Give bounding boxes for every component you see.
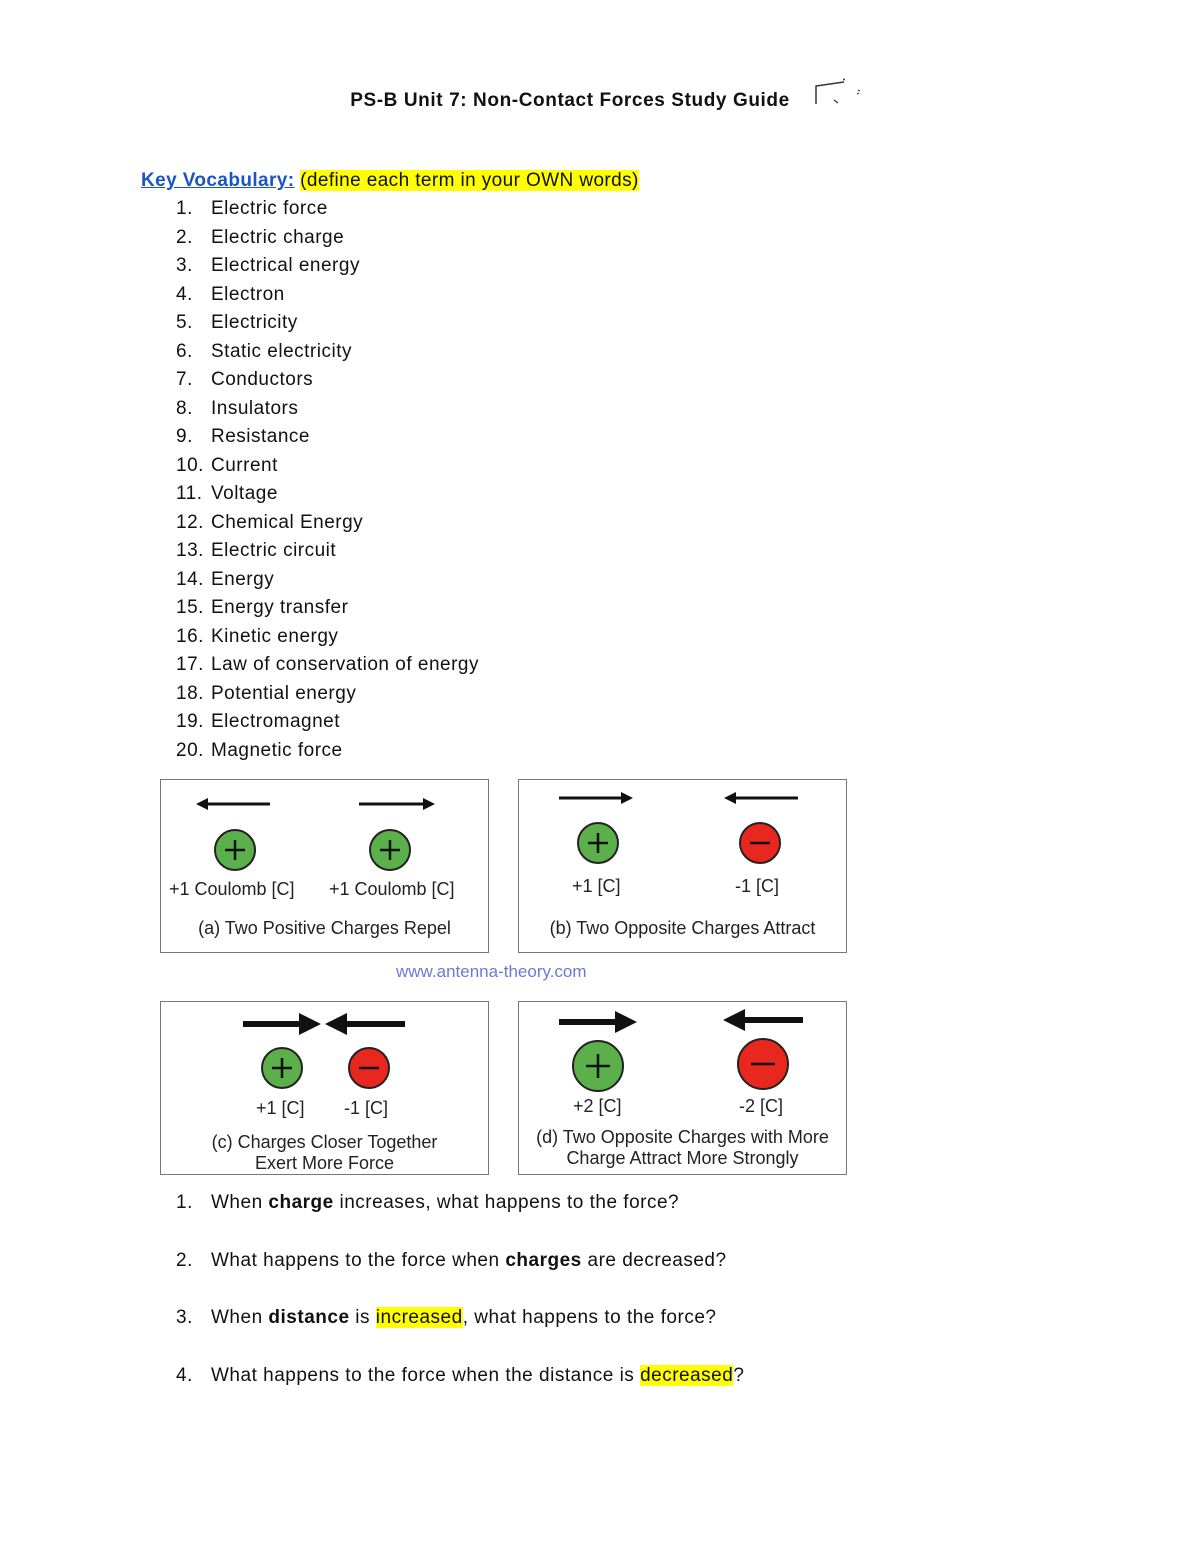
vocab-item: 4. Electron — [176, 283, 285, 305]
charge-label: +1 Coulomb [C] — [169, 879, 295, 899]
vocab-item: 20. Magnetic force — [176, 739, 343, 761]
question-item: 1. When charge increases, what happens to the force? — [176, 1192, 680, 1213]
vocab-heading: Key Vocabulary: — [141, 170, 295, 191]
vocab-list — [176, 198, 479, 768]
corner-mark-icon — [814, 78, 862, 108]
positive-charge-icon — [369, 829, 411, 871]
panel-caption: (c) Charges Closer Together Exert More Force — [211, 1132, 438, 1173]
vocab-item: 1. Electric force — [176, 198, 328, 219]
question-item: 2. What happens to the force when charges are decreased? — [176, 1249, 727, 1271]
vocab-item: 18. Potential energy — [176, 682, 357, 704]
charge-label: +2 [C] — [573, 1096, 622, 1116]
positive-charge-icon — [261, 1047, 303, 1089]
vocab-item: 13. Electric circuit — [176, 540, 337, 561]
arrow-left-icon — [724, 790, 798, 806]
charge-label: +1 [C] — [256, 1098, 305, 1118]
panel-d — [518, 1001, 847, 1175]
vocab-heading-row — [141, 170, 639, 192]
panel-a — [160, 779, 489, 953]
charge-label: +1 [C] — [572, 876, 621, 896]
charge-label: -1 [C] — [344, 1098, 389, 1118]
positive-charge-icon — [577, 822, 619, 864]
vocab-item: 10. Current — [176, 454, 278, 476]
panel-caption: (a) Two Positive Charges Repel — [198, 918, 451, 938]
figure-credit: www.antenna-theory.com — [396, 962, 587, 981]
arrow-left-icon — [196, 796, 272, 812]
panel-c — [160, 1001, 489, 1175]
negative-charge-icon — [737, 1038, 789, 1090]
vocab-item: 3. Electrical energy — [176, 255, 360, 276]
panel-caption: (b) Two Opposite Charges Attract — [549, 918, 816, 938]
vocab-instruction: (define each term in your OWN words) — [300, 170, 639, 191]
arrow-left-icon — [325, 1012, 405, 1036]
vocab-item: 9. Resistance — [176, 426, 310, 447]
arrow-left-icon — [723, 1008, 803, 1032]
panel-caption: (d) Two Opposite Charges with More Charge Attract More Strongly — [536, 1127, 829, 1168]
negative-charge-icon — [348, 1047, 390, 1089]
arrow-right-icon — [559, 1010, 637, 1034]
vocab-item: 5. Electricity — [176, 312, 298, 333]
vocab-item: 19. Electromagnet — [176, 711, 341, 732]
vocab-item: 15. Energy transfer — [176, 597, 349, 618]
vocab-item: 12. Chemical Energy — [176, 511, 364, 533]
charge-label: +1 Coulomb [C] — [329, 879, 455, 899]
vocab-item: 7. Conductors — [176, 369, 314, 390]
vocab-item: 2. Electric charge — [176, 226, 345, 248]
arrow-right-icon — [559, 790, 633, 806]
page-title: PS-B Unit 7: Non-Contact Forces Study Guide — [350, 90, 790, 111]
vocab-item: 16. Kinetic energy — [176, 625, 339, 647]
arrow-right-icon — [359, 796, 435, 812]
charge-label: -1 [C] — [735, 876, 780, 896]
question-item: 4. What happens to the force when the distance is decreased? — [176, 1364, 745, 1386]
arrow-right-icon — [243, 1012, 321, 1036]
vocab-item: 11. Voltage — [176, 483, 278, 504]
vocab-item: 6. Static electricity — [176, 340, 352, 362]
vocab-item: 17. Law of conservation of energy — [176, 654, 479, 675]
question-item: 3. When distance is increased, what happens to the force? — [176, 1307, 717, 1328]
charge-label: -2 [C] — [739, 1096, 784, 1116]
question-list — [176, 1192, 744, 1422]
panel-b — [518, 779, 847, 953]
negative-charge-icon — [739, 822, 781, 864]
positive-charge-icon — [572, 1040, 624, 1092]
positive-charge-icon — [214, 829, 256, 871]
vocab-item: 8. Insulators — [176, 397, 299, 419]
vocab-item: 14. Energy — [176, 568, 275, 590]
